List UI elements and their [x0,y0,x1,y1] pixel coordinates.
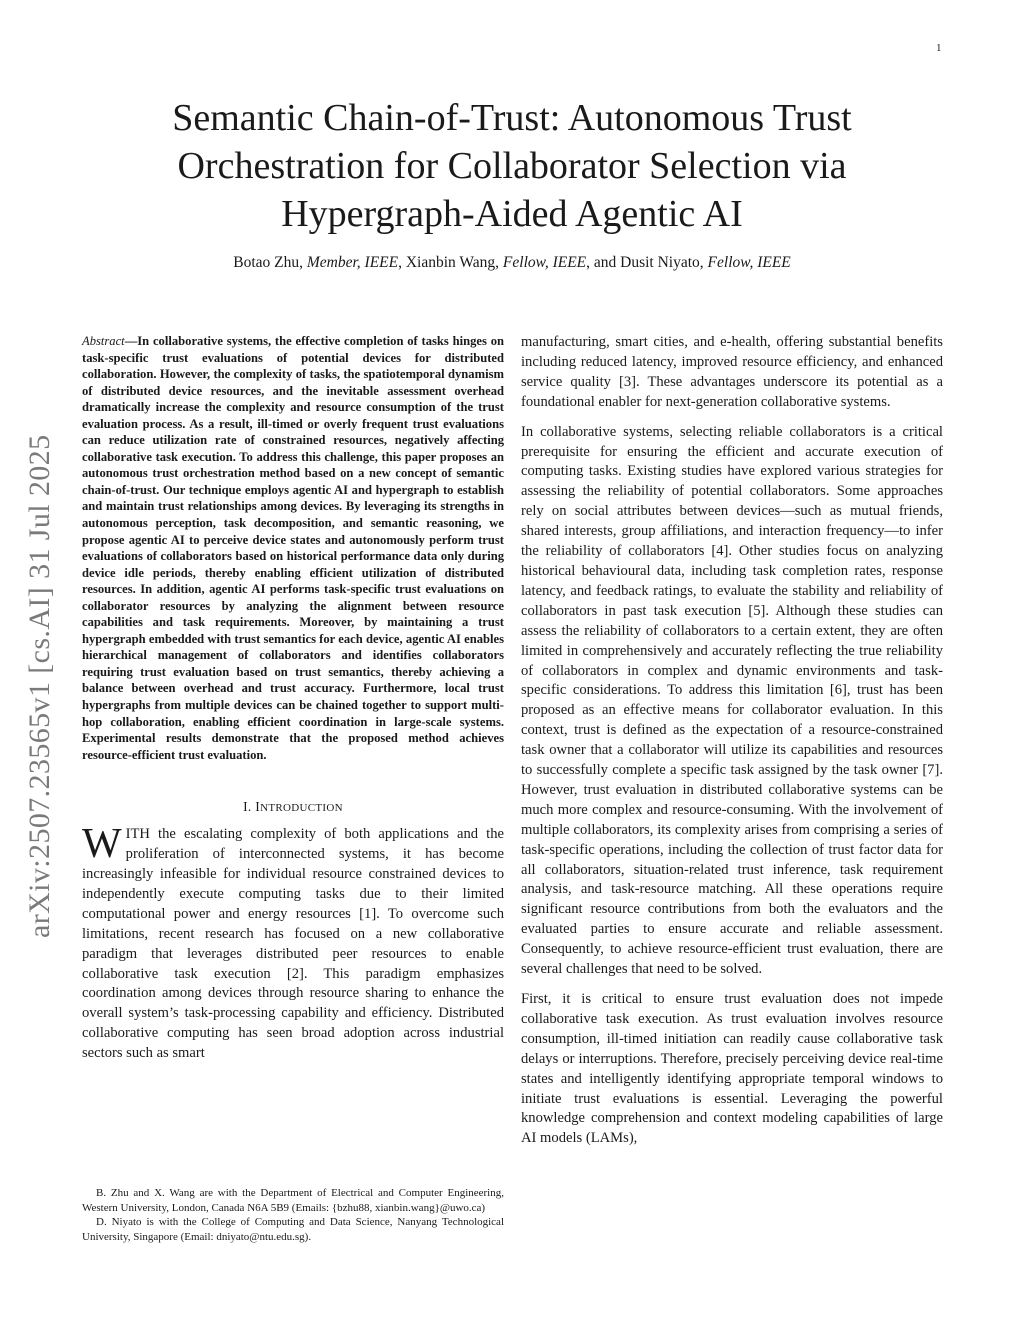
right-paragraph-3: First, it is critical to ensure trust evaluation does not impede collaborative task execution. As trust evaluation involves resource consumption, ill-timed initiation can readily cause collaborative task delays or interruptions. Therefore, precisely perceiving device real-time states and intelligently identifying appropriate temporal windows to initiate trust evaluations is essential. Leveraging the powerful knowledge comprehension and context modeling capabilities of large AI models (LAMs), [521,991,943,1147]
footnote-affiliation-1: B. Zhu and X. Wang are with the Department of Electrical and Computer Engineering, Western University, London, Canada N6A 5B9 (Emails: {bzhu88, xianbin.wang}@uwo.ca) [82,1187,504,1214]
paper-title: Semantic Chain-of-Trust: Autonomous Trust Orchestration for Collaborator Selection via Hypergraph-Aided Agentic AI [172,97,852,235]
abstract-label: Abstract [82,334,125,348]
author-1-affiliation: Member, IEEE [306,254,399,271]
right-column [521,333,943,1159]
right-paragraph-1: manufacturing, smart cities, and e-health, offering substantial benefits including reduced latency, improved resource efficiency, and enhanced service quality [3]. These advantages underscore its potential as a foundational enabler for next-generation collaborative systems. [521,334,943,410]
left-column [82,333,504,1064]
footnote-affiliation-2: D. Niyato is with the College of Computing and Data Science, Nanyang Technological University, Singapore (Email: dniyato@ntu.edu.sg). [82,1216,504,1243]
author-1-name: Botao Zhu, [233,254,307,271]
title-block [110,94,914,272]
section-heading-rest: NTRODUCTION [260,802,343,815]
right-paragraph-2: In collaborative systems, selecting reliable collaborators is a critical prerequisite for ensuring the efficient and accurate execution of computing tasks. Existing studies have explored various strategies for assessing the reliability of potential collaborators. Some approaches rely on social attributes between devices—such as mutual friends, shared interests, group affiliations, and interaction frequency—to infer the reliability of collaborators [4]. Other studies focus on analyzing historical behavioural data, including task completion rates, response latency, and feedback ratings, to evaluate the stability and reliability of collaborators in past task execution [5]. Although these studies can assess the reliability of collaborators to a certain extent, they are often limited in comprehensively and accurately reflecting the true reliability of collaborators in complex and dynamic environments and task-specific considerations. To address this limitation [6], trust has been proposed as an effective means for collaborator evaluation. In this context, trust is defined as the expectation of a resource-constrained task owner that a collaborator will utilize its capabilities and resources to successfully complete a specific task assigned by the task owner [7]. However, trust evaluation in distributed collaborative systems can be much more complex and resource-consuming. With the involvement of multiple collaborators, its complexity arises from comprising a series of task-specific operations, including the collection of trust factor data for all collaborators, situation-related trust inference, task requirement analysis, and task-resource matching. All these operations require significant resource contributions from both the evaluators and the evaluated parties to ensure accurate and reliable assessment. Consequently, to achieve resource-efficient trust evaluation, there are several challenges that need to be solved. [521,423,943,978]
abstract-text: —In collaborative systems, the effective completion of tasks hinges on task-specific trust evaluations of potential devices for distributed collaboration. However, the complexity of tasks, the spatiotemporal dynamism of distributed device resources, and the inevitable assessment overhead dramatically increase the complexity and resource consumption of the trust evaluation process. As a result, ill-timed or overly frequent trust evaluations can reduce utilization rate of constrained resources, negatively affecting collaborative task execution. To address this challenge, this paper proposes an autonomous trust orchestration method based on a new concept of semantic chain-of-trust. Our technique employs agentic AI and hypergraph to establish and maintain trust relationships among devices. By leveraging its strengths in autonomous perception, task decomposition, and semantic reasoning, we propose agentic AI to perceive device states and autonomously perform trust evaluations of collaborators based on historical performance data only during device idle periods, thereby enabling efficient utilization of distributed resources. In addition, agentic AI performs task-specific trust evaluations on collaborator resources by analyzing the alignment between resource capabilities and task requirements. Moreover, by maintaining a trust hypergraph embedded with trust semantics for each device, agentic AI enables hierarchical management of collaborators and identifies collaborators requiring trust evaluation based on trust semantics, thereby achieving a balance between overhead and trust accuracy. Furthermore, local trust hypergraphs from multiple devices can be chained together to support multi-hop collaboration, enabling efficient coordination in large-scale systems. Experimental results demonstrate that the proposed method achieves resource-efficient trust evaluation. [82,334,504,762]
page-number: 1 [936,42,942,54]
intro-paragraph-1-text: ITH the escalating complexity of both applications and the proliferation of interconnected systems, it has become increasingly infeasible for individual resource constrained devices to independently execute computing tasks due to their limited computational power and energy resources [1]. To overcome such limitations, recent research has focused on a new collaborative paradigm that leverages distributed peer resources to enable collaborative task execution [2]. This paradigm emphasizes coordination among devices through resource sharing to enhance the overall system’s task-processing capability and efficiency. Distributed collaborative computing has seen broad adoption across industrial sectors such as smart [82,826,504,1062]
author-3-name: , and Dusit Niyato, [586,254,708,271]
author-2-affiliation: Fellow, IEEE [502,254,587,271]
footnotes [82,1186,504,1244]
abstract [82,333,504,763]
author-list [110,254,914,272]
section-heading-introduction [82,799,504,815]
author-2-name: , Xianbin Wang, [398,254,503,271]
author-3-affiliation: Fellow, IEEE [707,254,791,271]
arxiv-identifier: arXiv:2507.23565v1 [cs.AI] 31 Jul 2025 [23,434,56,938]
section-heading-first-letter: I [255,799,261,815]
drop-cap: W [82,821,122,868]
intro-paragraph-1 [82,821,504,1064]
section-numeral: I. [243,799,256,815]
